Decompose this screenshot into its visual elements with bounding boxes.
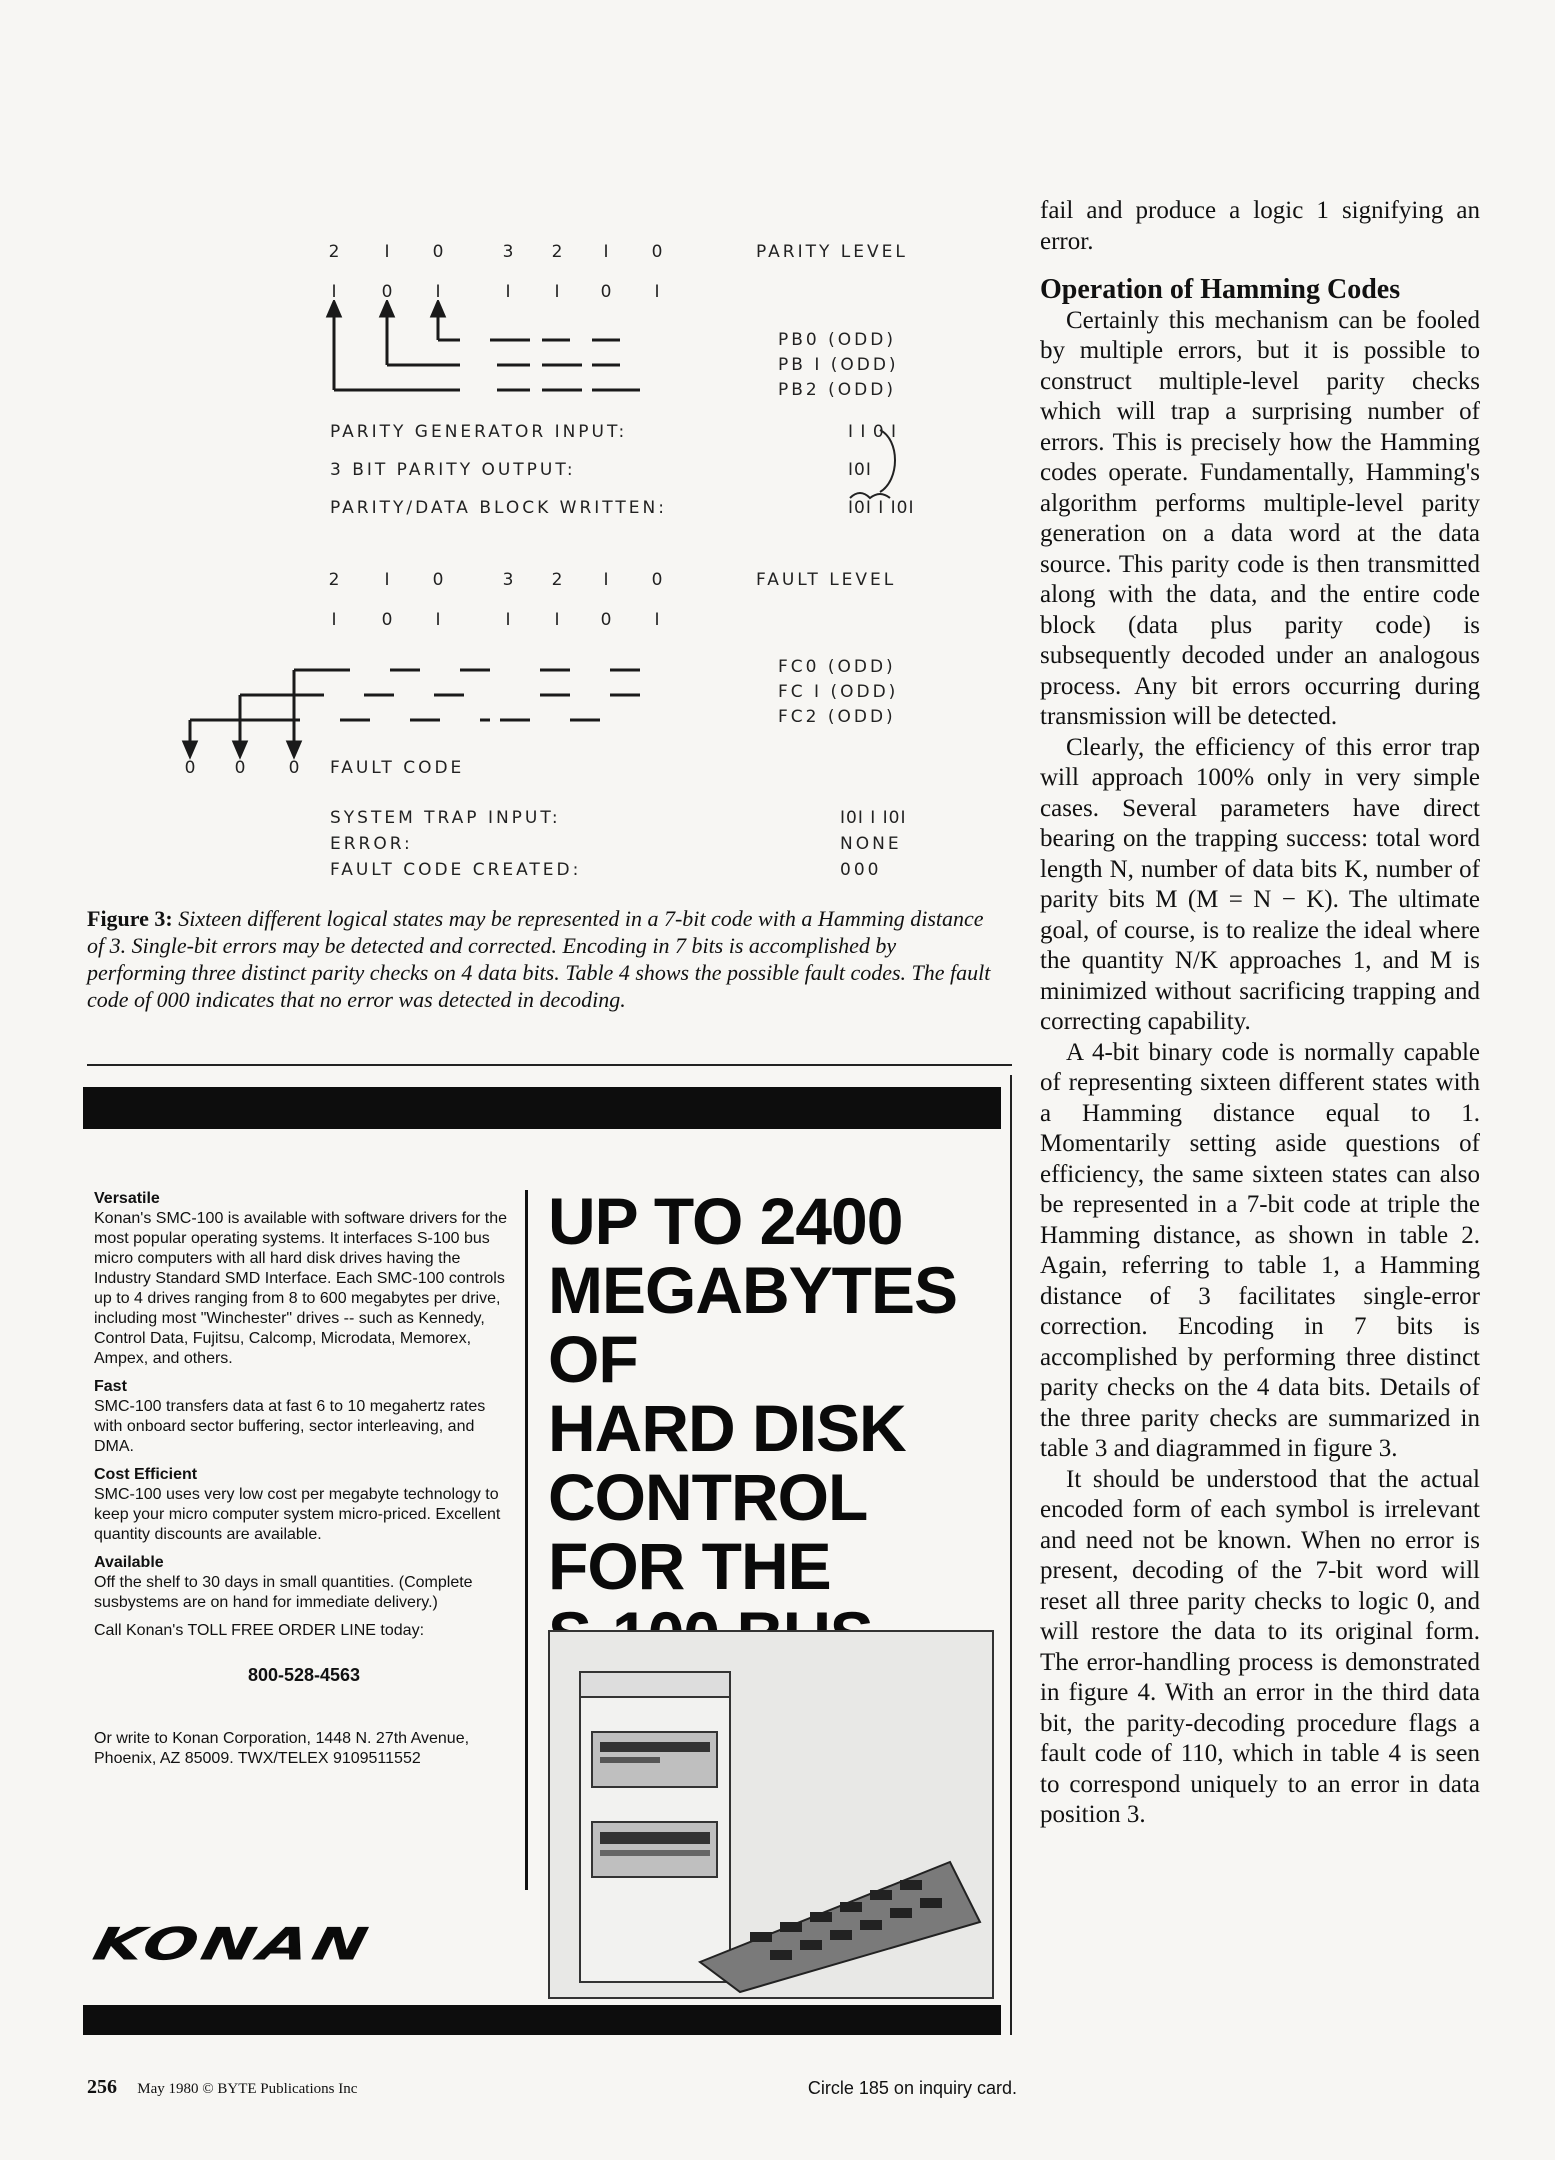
parity-row-label: 3 BIT PARITY OUTPUT: <box>330 460 576 480</box>
fault-code-label: FAULT CODE <box>330 758 465 778</box>
parity-diagram <box>320 300 680 400</box>
logo-text: KONAN <box>88 1919 377 1971</box>
headline-line: FOR THE <box>548 1529 831 1603</box>
ad-body-text <box>94 1185 514 1769</box>
headline-line: HARD DISK <box>548 1391 906 1465</box>
page-footer <box>87 2076 1017 2099</box>
parity-level-pb0: PB0 (ODD) <box>778 330 896 350</box>
position-digit: 0 <box>432 570 444 590</box>
data-bit: I <box>331 610 337 630</box>
caption-text: Sixteen different logical states may be represented in a 7-bit code with a Hamming distance of 3. Single-bit errors may be detected and corrected. Encoding in 7 bits is accomplished by performing three distinct parity checks on 4 data bits. Table 4 shows the possible fault codes. The fault code of 000 indicates that no error was detected in decoding. <box>87 906 991 1012</box>
konan-ad <box>80 1075 1012 2055</box>
fault-level-fc2: FC2 (ODD) <box>778 707 896 727</box>
position-digit: 3 <box>502 242 514 262</box>
article-column <box>1040 196 1480 1831</box>
headline-line: OF <box>548 1322 638 1396</box>
fault-diagram <box>170 650 690 760</box>
article-paragraph: A 4-bit binary code is normally capable of representing sixteen different states with a Hamming distance equal to 1. Momentarily setting aside questions of efficiency, the same sixteen states can also be represented in a 7-bit code at triple the Hamming distance, as shown in table 2. Again, referring to table 1, a Hamming distance of 3 facilitates single-error correction. Encoding in 7 bits is accomplished by performing three distinct parity checks on the 4 data bits. Details of the three parity checks are summarized in table 3 and diagrammed in figure 3. <box>1040 1038 1480 1462</box>
fault-row-label: FAULT CODE CREATED: <box>330 860 582 880</box>
ad-heading-cost: Cost Efficient <box>94 1466 198 1483</box>
position-digit: 0 <box>432 242 444 262</box>
data-bit: I <box>554 610 560 630</box>
ad-phone: 800-528-4563 <box>247 1665 361 1685</box>
data-bit: I <box>505 282 511 302</box>
data-bit: I <box>331 282 337 302</box>
data-bit: 0 <box>381 282 393 302</box>
fault-level-fc1: FC I (ODD) <box>778 682 899 702</box>
fault-level-fc0: FC0 (ODD) <box>778 657 896 677</box>
data-bit: I <box>554 282 560 302</box>
fault-level-title: FAULT LEVEL <box>756 570 897 590</box>
figure-caption <box>87 905 997 1013</box>
article-paragraph: Certainly this mechanism can be fooled by multiple errors, but it is possible to construct multiple-level parity checks which will trap a surprising number of errors. This is precisely how the Hamming codes operate. Fundamentally, Hamming's algorithm performs multiple-level parity generation on a data word at the data source. This parity code is then transmitted along with the data, and the entire code block (data plus parity code) is subsequently decoded under an analogous process. Any bit errors occurring during transmission will be detected. <box>1040 306 1480 730</box>
parity-level-pb1: PB I (ODD) <box>778 355 899 375</box>
disk-cabinet-image <box>550 1632 992 1997</box>
position-digit: 0 <box>651 242 663 262</box>
headline-line: MEGABYTES <box>548 1253 958 1327</box>
fault-row-label: ERROR: <box>330 834 413 854</box>
parity-row-label: PARITY/DATA BLOCK WRITTEN: <box>330 498 667 518</box>
data-bit: I <box>435 282 441 302</box>
data-bit: I <box>654 610 660 630</box>
inquiry-line: Circle 185 on inquiry card. <box>807 2078 1017 2098</box>
publication-line: May 1980 © BYTE Publications Inc <box>137 2081 358 2097</box>
position-digit: 0 <box>651 570 663 590</box>
fault-row-value: NONE <box>840 834 902 854</box>
fault-row-label: SYSTEM TRAP INPUT: <box>330 808 561 828</box>
data-bit: 0 <box>600 282 612 302</box>
data-bit: I <box>435 610 441 630</box>
ad-write-text: Or write to Konan Corporation, 1448 N. 27th Avenue, Phoenix, AZ 85009. TWX/TELEX 9109511552 <box>94 1730 470 1767</box>
ad-text-versatile: Konan's SMC-100 is available with software drivers for the most popular operating systems. It interfaces S-100 bus micro computers with all hard disk drives having the Industry Standard SMD Interface. Each SMC-100 controls up to 4 drives ranging from 8 to 600 megabytes per drive, including most "Winchester" drives -- such as Kennedy, Control Data, Fujitsu, Calcomp, Microdata, Memorex, Ampex, and others. <box>94 1210 508 1367</box>
konan-logo <box>88 1915 474 1975</box>
ad-right-border <box>1010 1075 1012 2035</box>
parity-level-title: PARITY LEVEL <box>756 242 908 262</box>
ad-bottom-bar <box>83 2005 1001 2035</box>
headline-line: CONTROL <box>548 1460 868 1534</box>
ad-top-bar <box>83 1087 1001 1129</box>
section-heading: Operation of Hamming Codes <box>1040 274 1401 305</box>
position-digit: 2 <box>328 242 340 262</box>
figure-3 <box>0 0 1000 1060</box>
ad-heading-available: Available <box>94 1554 164 1571</box>
article-paragraph: It should be understood that the actual encoded form of each symbol is irrelevant and need not be known. When no error is present, decoding of the 7-bit word will reset all three parity checks to logic 0, and will restore the data to its original form. The error-handling process is demonstrated in figure 4. With an error in the third data bit, the parity-decoding procedure flags a fault code of 110, which in table 4 is seen to correspond uniquely to an error in data position 3. <box>1040 1465 1480 1828</box>
page-number: 256 <box>87 2076 117 2098</box>
position-digit: 2 <box>551 242 563 262</box>
article-intro: fail and produce a logic 1 signifying an error. <box>1040 197 1480 255</box>
parity-level-pb2: PB2 (ODD) <box>778 380 896 400</box>
ad-heading-fast: Fast <box>94 1378 127 1395</box>
fault-row-value: 000 <box>840 860 882 880</box>
data-bit: I <box>654 282 660 302</box>
position-digit: 3 <box>502 570 514 590</box>
position-digit: 2 <box>328 570 340 590</box>
parity-row-value: I0I I I0I <box>848 498 915 518</box>
parity-row-value: I I 0 I <box>848 422 898 442</box>
headline-line: UP TO 2400 <box>548 1184 903 1258</box>
fault-code-bit: 0 <box>184 758 196 778</box>
position-digit: I <box>603 242 609 262</box>
ad-text-available: Off the shelf to 30 days in small quantities. (Complete susbystems are on hand for immediate delivery.) <box>94 1574 473 1611</box>
ad-heading-versatile: Versatile <box>94 1190 160 1207</box>
fault-code-bit: 0 <box>288 758 300 778</box>
divider <box>87 1064 1012 1066</box>
parity-row-label: PARITY GENERATOR INPUT: <box>330 422 628 442</box>
data-bit: 0 <box>600 610 612 630</box>
ad-call-text: Call Konan's TOLL FREE ORDER LINE today: <box>94 1622 425 1639</box>
position-digit: I <box>603 570 609 590</box>
position-digit: I <box>384 570 390 590</box>
fault-row-value: I0I I I0I <box>840 808 907 828</box>
fault-code-bit: 0 <box>234 758 246 778</box>
ad-column-rule <box>525 1190 528 1890</box>
ad-text-fast: SMC-100 transfers data at fast 6 to 10 megahertz rates with onboard sector buffering, sector interleaving, and DMA. <box>94 1398 486 1455</box>
ad-text-cost: SMC-100 uses very low cost per megabyte technology to keep your micro computer system micro-priced. Excellent quantity discounts are available. <box>94 1486 501 1543</box>
data-bit: 0 <box>381 610 393 630</box>
bracket-icon <box>840 420 910 510</box>
parity-row-value: I0I <box>848 460 872 480</box>
caption-label: Figure 3: <box>87 906 173 931</box>
position-digit: 2 <box>551 570 563 590</box>
article-paragraph: Clearly, the efficiency of this error trap will approach 100% only in very simple cases. Several parameters have direct bearing on the trapping success: total word length N, number of data bits K, number of parity bits M (M = N − K). The ultimate goal, of course, is to realize the ideal where the quantity N/K approaches 1, and M is minimized without sacrificing trapping and correcting capability. <box>1040 733 1480 1035</box>
data-bit: I <box>505 610 511 630</box>
product-photo <box>548 1630 994 1999</box>
ad-headline <box>548 1184 998 1670</box>
position-digit: I <box>384 242 390 262</box>
